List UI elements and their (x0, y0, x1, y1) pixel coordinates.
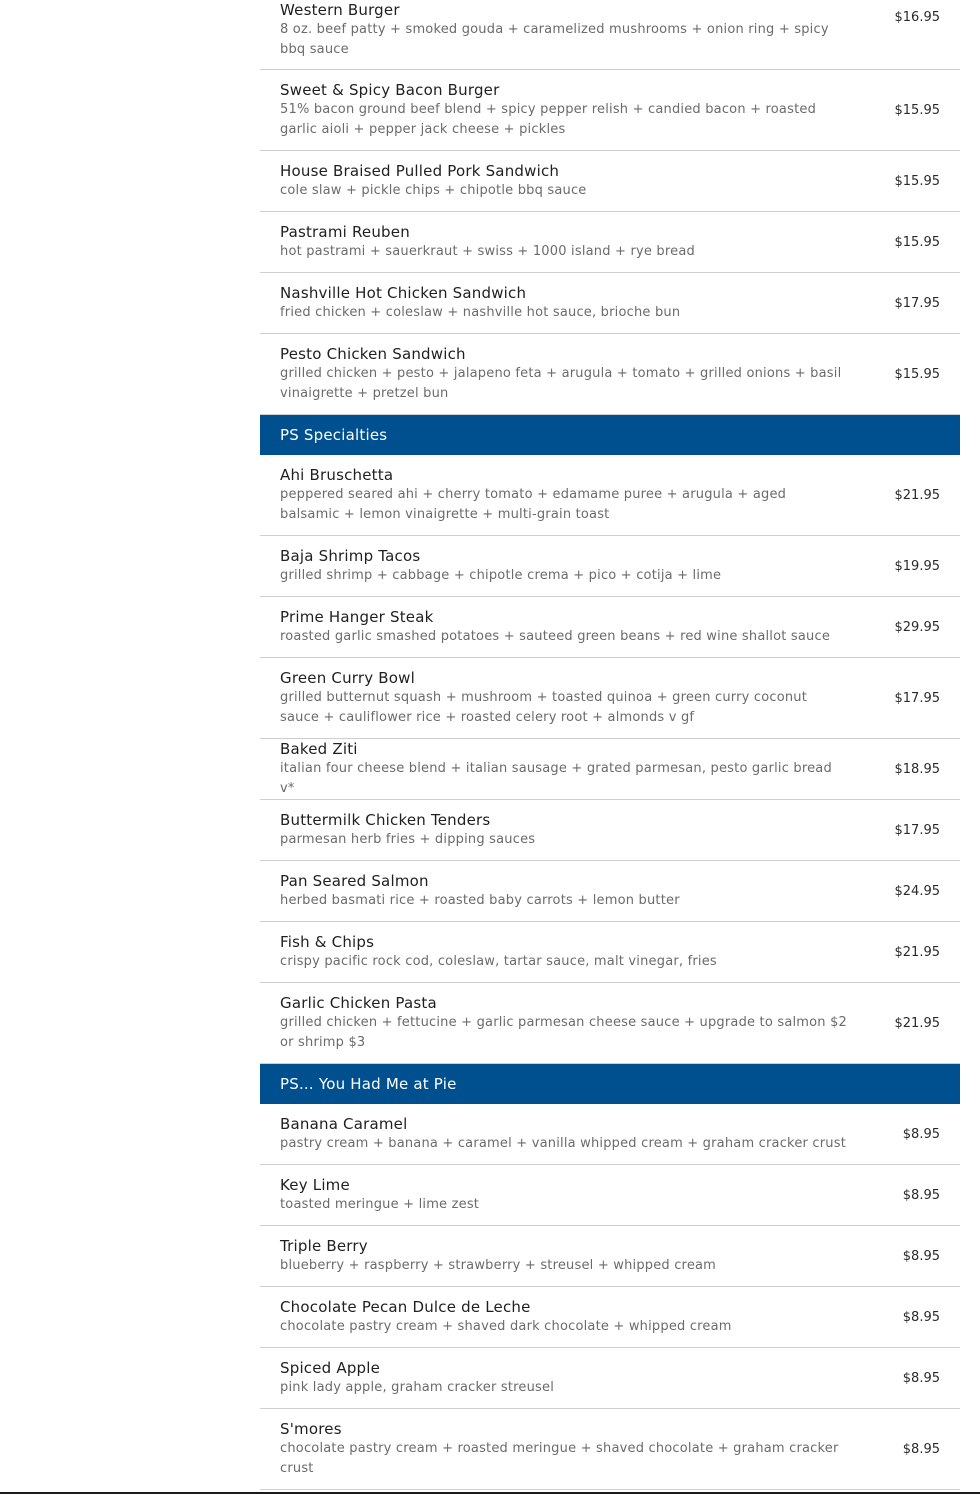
menu-item-price: $19.95 (894, 558, 940, 574)
menu-item-description: crispy pacific rock cod, coleslaw, tartar sauce, malt vinegar, fries (280, 954, 717, 969)
menu-item-description: 8 oz. beef patty + smoked gouda + caramelized mushrooms + onion ring + spicy bbq sauce (280, 22, 829, 57)
menu-item-price: $16.95 (894, 10, 940, 25)
menu-item-name: S'mores (280, 1420, 342, 1438)
menu-item-name: Nashville Hot Chicken Sandwich (280, 284, 527, 302)
menu-item-name: Banana Caramel (280, 1115, 408, 1133)
menu-item-price: $17.95 (894, 822, 940, 838)
menu-item-description: chocolate pastry cream + roasted meringue + shaved chocolate + graham cracker crust (280, 1441, 839, 1476)
menu-item-name: House Braised Pulled Pork Sandwich (280, 162, 560, 180)
section-header-specialties: PS Specialties (260, 415, 960, 455)
menu-item-price: $8.95 (902, 1441, 940, 1457)
menu-item-price: $8.95 (902, 1187, 940, 1203)
menu-item-text (280, 283, 850, 323)
menu-item-price: $15.95 (894, 102, 940, 118)
menu-item-baja-shrimp-tacos[interactable] (260, 536, 960, 597)
menu-item-fish-chips[interactable] (260, 922, 960, 983)
menu-item-name: Green Curry Bowl (280, 669, 415, 687)
menu-item-description: roasted garlic smashed potatoes + sauteed green beans + red wine shallot sauce (280, 629, 831, 644)
menu-item-nashville-hot-chicken[interactable] (260, 273, 960, 334)
menu-item-pulled-pork-sandwich[interactable] (260, 151, 960, 212)
menu-item-price: $17.95 (894, 690, 940, 706)
menu-item-name: Pan Seared Salmon (280, 872, 429, 890)
menu-item-spiced-apple[interactable] (260, 1348, 960, 1409)
menu-item-description: grilled shrimp + cabbage + chipotle crema + pico + cotija + lime (280, 568, 722, 583)
menu-item-price: $29.95 (894, 619, 940, 635)
menu-item-price: $21.95 (894, 487, 940, 503)
menu-item-name: Prime Hanger Steak (280, 608, 434, 626)
menu-item-text (280, 871, 850, 911)
menu-item-description: pink lady apple, graham cracker streusel (280, 1380, 555, 1395)
menu-item-text (280, 161, 850, 201)
menu-item-banana-caramel[interactable] (260, 1104, 960, 1165)
menu-item-text (280, 344, 850, 404)
menu-item-name: Spiced Apple (280, 1359, 381, 1377)
menu-item-price: $21.95 (894, 1015, 940, 1031)
menu-item-text (280, 739, 850, 799)
section-header-pies: PS... You Had Me at Pie (260, 1064, 960, 1104)
menu-item-price: $17.95 (894, 295, 940, 311)
menu-item-description: grilled butternut squash + mushroom + toasted quinoa + green curry coconut sauce + cauliflower rice + roasted celery root + almonds v gf (280, 690, 808, 725)
menu-item-description: toasted meringue + lime zest (280, 1197, 480, 1212)
menu-item-name: Pastrami Reuben (280, 223, 410, 241)
menu-item-description: grilled chicken + fettucine + garlic parmesan cheese sauce + upgrade to salmon $2 or shrimp $3 (280, 1015, 848, 1050)
menu-item-name: Sweet & Spicy Bacon Burger (280, 81, 500, 99)
menu-item-baked-ziti[interactable] (260, 739, 960, 800)
menu-item-price: $8.95 (902, 1309, 940, 1325)
menu-item-price: $15.95 (894, 173, 940, 189)
menu-item-chocolate-pecan-dulce[interactable] (260, 1287, 960, 1348)
menu-item-garlic-chicken-pasta[interactable] (260, 983, 960, 1064)
menu-item-description: pastry cream + banana + caramel + vanilla whipped cream + graham cracker crust (280, 1136, 846, 1151)
menu-item-ahi-bruschetta[interactable] (260, 455, 960, 536)
menu-item-description: hot pastrami + sauerkraut + swiss + 1000 island + rye bread (280, 244, 695, 259)
menu-item-description: blueberry + raspberry + strawberry + streusel + whipped cream (280, 1258, 717, 1273)
menu-list (260, 0, 960, 1490)
menu-item-green-curry-bowl[interactable] (260, 658, 960, 739)
menu-item-description: grilled chicken + pesto + jalapeno feta + arugula + tomato + grilled onions + basil vinaigrette + pretzel bun (280, 366, 842, 401)
menu-item-text (280, 810, 850, 850)
menu-item-description: peppered seared ahi + cherry tomato + edamame puree + arugula + aged balsamic + lemon vinaigrette + multi-grain toast (280, 487, 787, 522)
page-bottom-divider (0, 1492, 980, 1494)
menu-item-name: Fish & Chips (280, 933, 375, 951)
menu-item-text (280, 993, 850, 1053)
menu-item-name: Buttermilk Chicken Tenders (280, 811, 491, 829)
menu-item-price: $8.95 (902, 1370, 940, 1386)
menu-item-text (280, 1419, 850, 1479)
menu-item-name: Baked Ziti (280, 740, 358, 758)
menu-item-price: $24.95 (894, 883, 940, 899)
menu-item-text (280, 222, 850, 262)
menu-item-description: herbed basmati rice + roasted baby carrots + lemon butter (280, 893, 680, 908)
menu-item-name: Pesto Chicken Sandwich (280, 345, 466, 363)
menu-item-description: italian four cheese blend + italian sausage + grated parmesan, pesto garlic bread v* (280, 761, 832, 796)
menu-item-name: Ahi Bruschetta (280, 466, 394, 484)
menu-item-name: Triple Berry (280, 1237, 368, 1255)
menu-item-description: cole slaw + pickle chips + chipotle bbq sauce (280, 183, 587, 198)
menu-item-description: chocolate pastry cream + shaved dark chocolate + whipped cream (280, 1319, 732, 1334)
menu-item-price: $18.95 (894, 761, 940, 777)
menu-item-description: 51% bacon ground beef blend + spicy pepper relish + candied bacon + roasted garlic aioli + pepper jack cheese + pickles (280, 102, 817, 137)
menu-item-text (280, 546, 850, 586)
menu-item-description: fried chicken + coleslaw + nashville hot sauce, brioche bun (280, 305, 681, 320)
menu-item-text (280, 1114, 850, 1154)
menu-item-pesto-chicken-sandwich[interactable] (260, 334, 960, 415)
menu-item-price: $15.95 (894, 366, 940, 382)
menu-item-key-lime[interactable] (260, 1165, 960, 1226)
menu-item-pan-seared-salmon[interactable] (260, 861, 960, 922)
menu-item-text (280, 1175, 850, 1215)
menu-item-text (280, 1358, 850, 1398)
menu-item-text (280, 1236, 850, 1276)
menu-item-text (280, 0, 850, 60)
menu-item-triple-berry[interactable] (260, 1226, 960, 1287)
menu-item-price: $15.95 (894, 234, 940, 250)
menu-item-western-burger[interactable] (260, 0, 960, 70)
menu-item-sweet-spicy-bacon-burger[interactable] (260, 70, 960, 151)
menu-item-price: $8.95 (902, 1126, 940, 1142)
menu-item-pastrami-reuben[interactable] (260, 212, 960, 273)
menu-item-smores[interactable] (260, 1409, 960, 1490)
menu-item-name: Chocolate Pecan Dulce de Leche (280, 1298, 531, 1316)
menu-item-name: Key Lime (280, 1176, 350, 1194)
menu-item-price: $8.95 (902, 1248, 940, 1264)
menu-item-text (280, 1297, 850, 1337)
menu-item-buttermilk-chicken-tenders[interactable] (260, 800, 960, 861)
menu-item-description: parmesan herb fries + dipping sauces (280, 832, 536, 847)
menu-item-prime-hanger-steak[interactable] (260, 597, 960, 658)
menu-item-name: Western Burger (280, 1, 400, 19)
menu-item-price: $21.95 (894, 944, 940, 960)
menu-item-text (280, 668, 850, 728)
menu-item-text (280, 465, 850, 525)
menu-item-name: Baja Shrimp Tacos (280, 547, 421, 565)
menu-item-name: Garlic Chicken Pasta (280, 994, 437, 1012)
menu-item-text (280, 80, 850, 140)
menu-item-text (280, 932, 850, 972)
menu-item-text (280, 607, 850, 647)
